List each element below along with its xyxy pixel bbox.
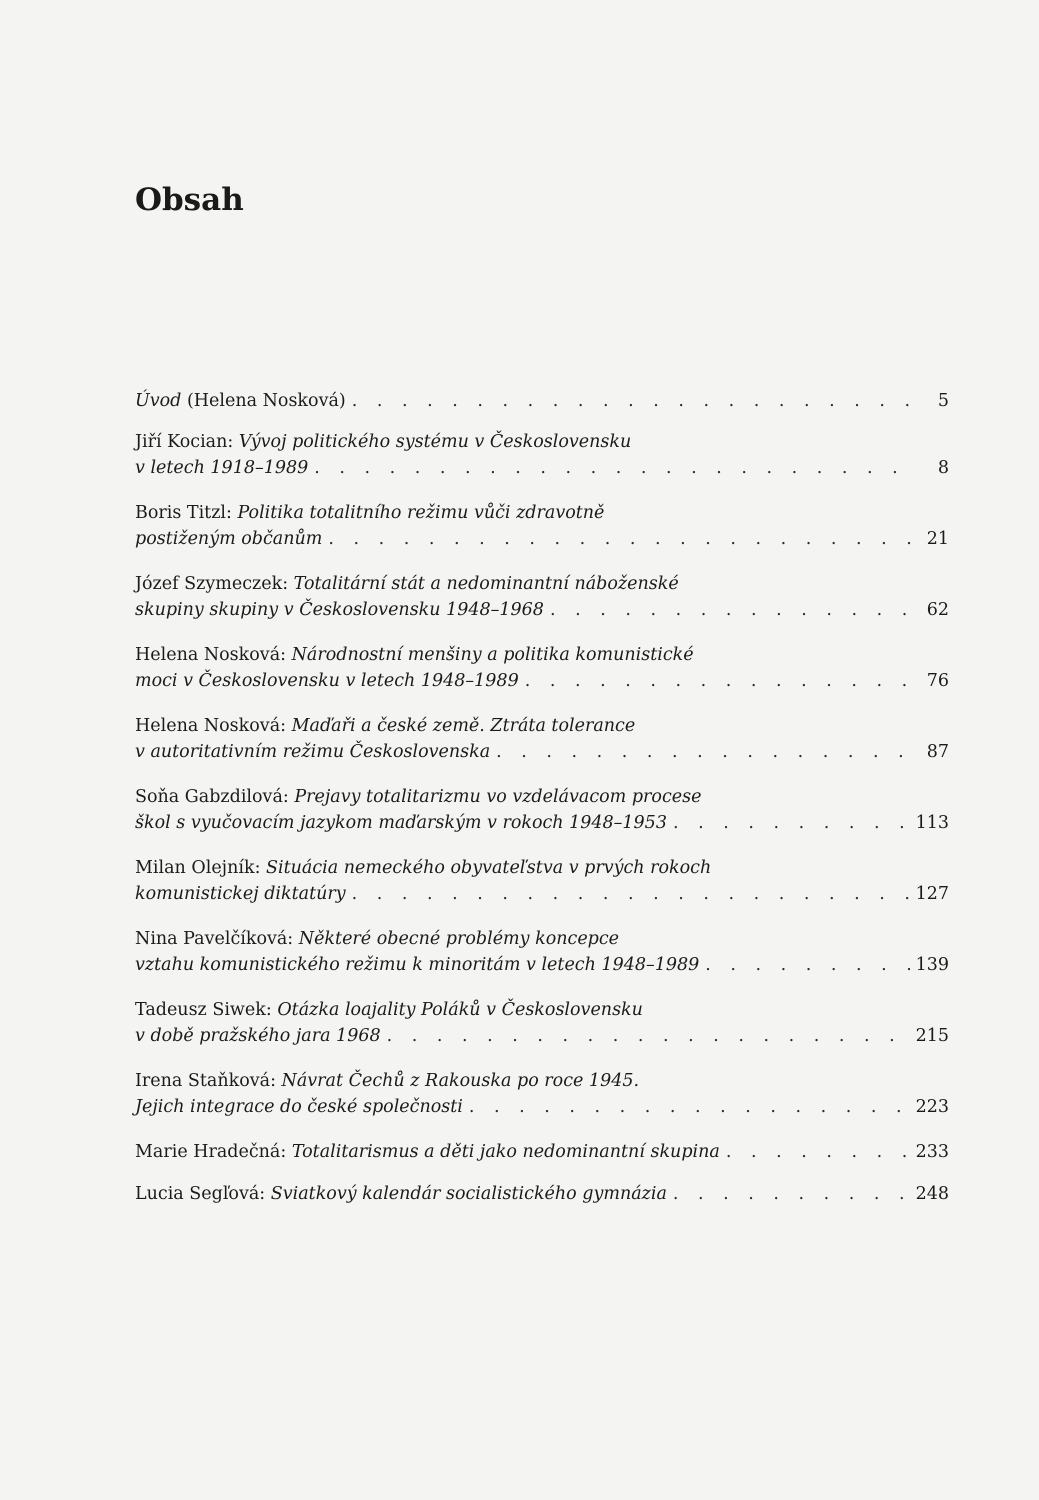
toc-entry-author: Tadeusz Siwek: — [135, 1000, 278, 1020]
toc-entry-author: Marie Hradečná: — [135, 1142, 292, 1162]
toc-entry-title-cont: postiženým občanům — [135, 529, 323, 549]
toc-entry[interactable] — [135, 429, 949, 481]
toc-entry[interactable] — [135, 997, 949, 1049]
dot-leader — [673, 810, 910, 836]
toc-entry-title: Maďaři a české země. Ztráta tolerance — [291, 716, 636, 736]
dot-leader — [705, 952, 909, 978]
dot-leader — [352, 388, 919, 414]
toc-entry-page: 5 — [937, 391, 949, 411]
toc-entry-page: 21 — [926, 529, 949, 549]
toc-entry-page: 127 — [915, 884, 949, 904]
toc-entry[interactable] — [135, 388, 949, 414]
toc-entry[interactable] — [135, 784, 949, 836]
toc-entry-page: 76 — [926, 671, 949, 691]
toc-entry-author: (Helena Nosková) — [181, 391, 346, 411]
dot-leader — [525, 668, 919, 694]
toc-entry-page: 113 — [915, 813, 949, 833]
toc-entry-title: Vývoj politického systému v Československu — [238, 432, 632, 452]
dot-leader — [673, 1181, 910, 1207]
toc-entry-author: Boris Titzl: — [135, 503, 238, 523]
dot-leader — [328, 526, 919, 552]
toc-entry[interactable] — [135, 1068, 949, 1120]
toc-entry-title: Totalitarismus a děti jako nedominantní skupina — [291, 1142, 720, 1162]
toc-entry-title: Úvod — [135, 391, 182, 411]
dot-leader — [550, 597, 919, 623]
dot-leader — [352, 881, 910, 907]
toc-entry-title-cont: škol s vyučovacím jazykom maďarským v rokoch 1948–1953 — [135, 813, 667, 833]
toc-entry-page: 223 — [915, 1097, 949, 1117]
toc-entry-title: Politika totalitního režimu vůči zdravotně — [237, 503, 605, 523]
dot-leader — [469, 1094, 910, 1120]
toc-entry-title: Prejavy totalitarizmu vo vzdelávacom procese — [294, 787, 702, 807]
toc-entry-author: Nina Pavelčíková: — [135, 929, 299, 949]
toc-entry-author: Jiří Kocian: — [135, 432, 239, 452]
dot-leader — [726, 1139, 910, 1165]
toc-entry-title: Situácia nemeckého obyvateľstva v prvých rokoch — [266, 858, 712, 878]
toc-entry-author: Helena Nosková: — [135, 645, 292, 665]
toc-entry-title: Sviatkový kalendár socialistického gymnázia — [270, 1184, 667, 1204]
toc-entry-author: Józef Szymeczek: — [135, 574, 294, 594]
dot-leader — [387, 1023, 910, 1049]
toc-entry[interactable] — [135, 642, 949, 694]
toc-entry-title-cont: komunistickej diktatúry — [135, 884, 346, 904]
toc-entry-page: 87 — [926, 742, 949, 762]
toc-entry-title-cont: v autoritativním režimu Československa — [135, 742, 491, 762]
toc-entry[interactable] — [135, 926, 949, 978]
toc-entry-title-cont: Jejich integrace do české společnosti — [135, 1097, 463, 1117]
page-title: Obsah — [135, 182, 244, 218]
toc-entry-page: 233 — [915, 1142, 949, 1162]
toc-entry[interactable] — [135, 713, 949, 765]
toc-entry-author: Milan Olejník: — [135, 858, 267, 878]
toc-entry-page: 62 — [926, 600, 949, 620]
toc-entry-title-cont: moci v Československu v letech 1948–1989 — [135, 671, 519, 691]
toc-entry-page: 8 — [937, 458, 949, 478]
toc-entry-title: Národnostní menšiny a politika komunistické — [291, 645, 694, 665]
toc-entry-author: Lucia Segľová: — [135, 1184, 271, 1204]
toc-entry[interactable] — [135, 500, 949, 552]
toc-entry-author: Helena Nosková: — [135, 716, 292, 736]
toc-entry-page: 215 — [915, 1026, 949, 1046]
toc-entry-title-cont: vztahu komunistického režimu k minoritám v letech 1948–1989 — [135, 955, 700, 975]
toc-entry-title: Totalitární stát a nedominantní náboženské — [293, 574, 679, 594]
dot-leader — [496, 739, 919, 765]
toc-entry-title: Návrat Čechů z Rakouska po roce 1945. — [281, 1071, 640, 1091]
toc-entry[interactable] — [135, 1181, 949, 1207]
toc-entry[interactable] — [135, 1139, 949, 1165]
toc-entry-title: Otázka loajality Poláků v Československu — [277, 1000, 643, 1020]
toc-entry-page: 248 — [915, 1184, 949, 1204]
dot-leader — [314, 455, 919, 481]
toc-entry-title: Některé obecné problémy koncepce — [298, 929, 620, 949]
toc-entry-author: Irena Staňková: — [135, 1071, 282, 1091]
toc-entry[interactable] — [135, 855, 949, 907]
toc-entry-title-cont: v době pražského jara 1968 — [135, 1026, 381, 1046]
toc-entry-title-cont: v letech 1918–1989 — [135, 458, 309, 478]
toc-entry-title-cont: skupiny skupiny v Československu 1948–1968 — [135, 600, 544, 620]
toc-entry[interactable] — [135, 571, 949, 623]
toc-entry-page: 139 — [915, 955, 949, 975]
toc-entry-author: Soňa Gabzdilová: — [135, 787, 295, 807]
